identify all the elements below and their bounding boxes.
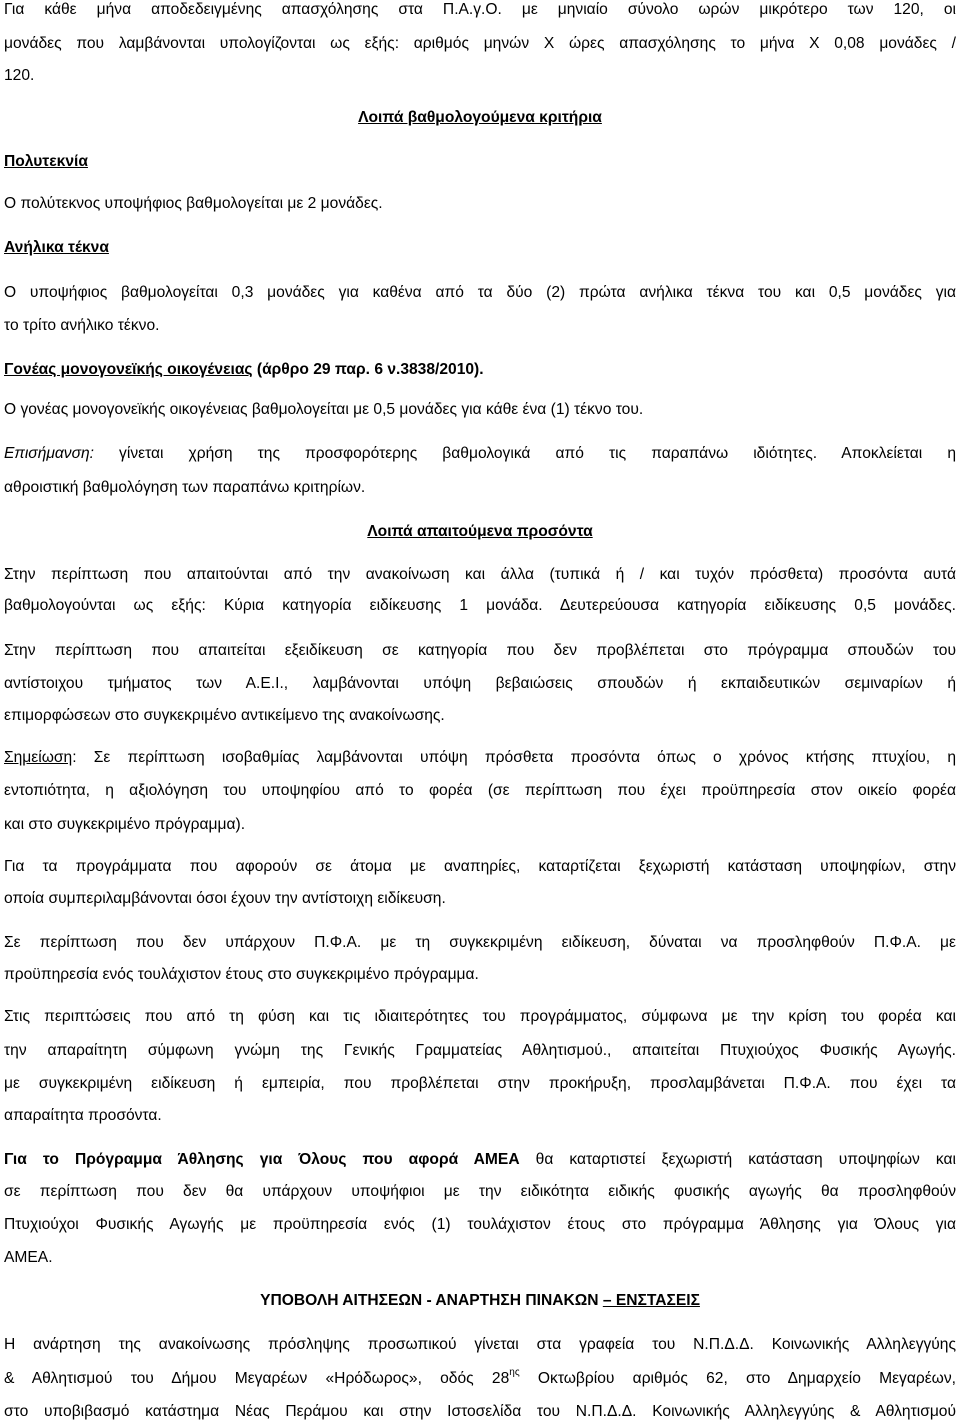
submission-line-3: στο υποβιβασμό κατάστημα Νέας Περάμου και στην Ιστοσελίδα του Ν.Π.Δ.Δ. Κοινωνικής Αλληλεγγύης & Αθλητισμού (4, 1403, 956, 1420)
p6-line-3: Πτυχιούχοι Φυσικής Αγωγής με προϋπηρεσία ενός (1) τουλάχιστον έτους στο πρόγραμμα Άθλησης για Όλους για (4, 1216, 956, 1233)
p4-line-1: Σε περίπτωση που δεν υπάρχουν Π.Φ.Α. με τη συγκεκριμένη ειδίκευση, δύναται να προσληφθούν Π.Φ.Α. με (4, 934, 956, 951)
submission-heading-main: ΥΠΟΒΟΛΗ ΑΙΤΗΣΕΩΝ - ΑΝΑΡΤΗΣΗ ΠΙΝΑΚΩΝ (260, 1292, 603, 1309)
intro-line-1: Για κάθε μήνα αποδεδειγμένης απασχόλησης στα Π.Α.γ.Ο. με μηνιαίο σύνολο ωρών μικρότερο των 120, οι (4, 1, 956, 18)
p5-line-4: απαραίτητα προσόντα. (4, 1107, 162, 1124)
large-family-title (4, 152, 956, 172)
single-parent-title-text: Γονέας μονογονεϊκής οικογένειας (4, 361, 253, 378)
adult-children-line-2: το τρίτο ανήλικο τέκνο. (4, 317, 160, 334)
p6-bold-text: Για το Πρόγραμμα Άθλησης για Όλους που αφορά ΑΜΕΑ (4, 1151, 520, 1168)
p5-line-3: με συγκεκριμένη ειδίκευση ή εμπειρία, που προβλέπεται στην προκήρυξη, προσλαμβάνεται Π.Φ.Α. που έχει τα (4, 1075, 956, 1092)
submission-heading-tail: – ΕΝΣΤΑΣΕΙΣ (602, 1292, 700, 1309)
adult-children-line-1: Ο υποψήφιος βαθμολογείται 0,3 μονάδες για καθένα από τα δύο (2) πρώτα ανήλικα τέκνα του και 0,5 μονάδες για (4, 284, 956, 301)
note-line-2: αθροιστική βαθμολόγηση των παραπάνω κριτηρίων. (4, 479, 366, 496)
remark-text-1: : Σε περίπτωση ισοβαθμίας λαμβάνονται υπόψη πρόσθετα προσόντα όπως ο χρόνος κτήσης πτυχίου, η (72, 749, 956, 766)
remark-line-1 (4, 748, 956, 768)
large-family-text: Ο πολύτεκνος υποψήφιος βαθμολογείται με 2 μονάδες. (4, 195, 383, 212)
single-parent-ref: (άρθρο 29 παρ. 6 ν.3838/2010). (252, 361, 484, 378)
remark-label: Σημείωση (4, 749, 73, 766)
adult-children-title-text: Ανήλικα τέκνα (4, 239, 109, 256)
p1-line-2: βαθμολογούνται ως εξής: Κύρια κατηγορία ειδίκευσης 1 μονάδα. Δευτερεύουσα κατηγορία ειδίκευσης 0,5 μονάδες. (4, 597, 956, 614)
intro-line-3: 120. (4, 67, 35, 84)
p2-line-2: αντίστοιχου τμήματος των Α.Ε.Ι., λαμβάνονται υπόψη βεβαιώσεις σπουδών ή εκπαιδευτικών σεμιναρίων ή (4, 675, 956, 692)
submission-line-1: Η ανάρτηση της ανακοίνωσης πρόσληψης προσωπικού γίνεται στα γραφεία του Ν.Π.Δ.Δ. Κοινωνικής Αλληλεγγύης (4, 1336, 956, 1353)
other-criteria-heading-text: Λοιπά βαθμολογούμενα κριτήρια (358, 109, 602, 126)
p6-line-2: σε περίπτωση που δεν θα υπάρχουν υποψήφιοι με την ειδικότητα ειδικής φυσικής αγωγής θα προσληφθούν (4, 1183, 956, 1200)
other-qualifications-heading (0, 522, 960, 542)
submission-line-2-sup: ης (509, 1366, 520, 1378)
single-parent-title (4, 360, 956, 380)
note-line-1 (4, 444, 956, 464)
submission-line-2 (4, 1366, 956, 1389)
p3-line-2: οποία συμπεριλαμβάνονται όσοι έχουν την αντίστοιχη ειδίκευση. (4, 890, 446, 907)
p6-text-1: θα καταρτιστεί ξεχωριστή κατάσταση υποψηφίων και (519, 1151, 956, 1168)
p5-line-1: Στις περιπτώσεις που από τη φύση και τις ιδιαιτερότητες του προγράμματος, σύμφωνα με την κρίση του φορέα και (4, 1008, 956, 1025)
p6-line-1 (4, 1150, 956, 1170)
single-parent-text: Ο γονέας μονογονεϊκής οικογένειας βαθμολογείται με 0,5 μονάδες για κάθε ένα (1) τέκνο του. (4, 401, 644, 418)
remark-line-3: και στο συγκεκριμένο πρόγραμμα). (4, 816, 246, 833)
p2-line-3: επιμορφώσεων στο συγκεκριμένο αντικείμενο της ανακοίνωσης. (4, 707, 445, 724)
p4-line-2: προϋπηρεσία ενός τουλάχιστον έτους στο συγκεκριμένο πρόγραμμα. (4, 966, 479, 983)
other-criteria-heading (0, 108, 960, 128)
note-text-1: γίνεται χρήση της προσφορότερης βαθμολογικά από τις παραπάνω ιδιότητες. Αποκλείεται η (94, 445, 956, 462)
submission-line-2a: & Αθλητισμού του Δήμου Μεγαρέων «Ηρόδωρος», οδός 28 (4, 1370, 510, 1387)
large-family-title-text: Πολυτεκνία (4, 153, 88, 170)
p2-line-1: Στην περίπτωση που απαιτείται εξειδίκευση σε κατηγορία που δεν προβλέπεται στο πρόγραμμα σπουδών του (4, 642, 956, 659)
p3-line-1: Για τα προγράμματα που αφορούν σε άτομα με αναπηρίες, καταρτίζεται ξεχωριστή κατάσταση υποψηφίων, στην (4, 858, 956, 875)
submission-heading (0, 1291, 960, 1311)
p5-line-2: την απαραίτητη σύμφωνη γνώμη της Γενικής Γραμματείας Αθλητισμού., απαιτείται Πτυχιούχος Φυσικής Αγωγής. (4, 1042, 956, 1059)
remark-line-2: εντοπιότητα, η αξιολόγηση του υποψηφίου από το φορέα (σε περίπτωση που έχει προϋπηρεσία στον οικείο φορέα (4, 782, 956, 799)
adult-children-title (4, 238, 956, 258)
p6-line-4: ΑΜΕΑ. (4, 1249, 53, 1266)
submission-line-2b: Οκτωβρίου αριθμός 62, στο Δημαρχείο Μεγαρέων, (519, 1370, 956, 1387)
other-qualifications-heading-text: Λοιπά απαιτούμενα προσόντα (367, 523, 593, 540)
p1-line-1: Στην περίπτωση που απαιτούνται από την ανακοίνωση και άλλα (τυπικά ή / και τυχόν πρόσθετα) προσόντα αυτά (4, 566, 956, 583)
intro-line-2: μονάδες που λαμβάνονται υπολογίζονται ως εξής: αριθμός μηνών Χ ώρες απασχόλησης το μήνα Χ 0,08 μονάδες / (4, 35, 956, 52)
note-label: Επισήμανση: (4, 445, 94, 462)
